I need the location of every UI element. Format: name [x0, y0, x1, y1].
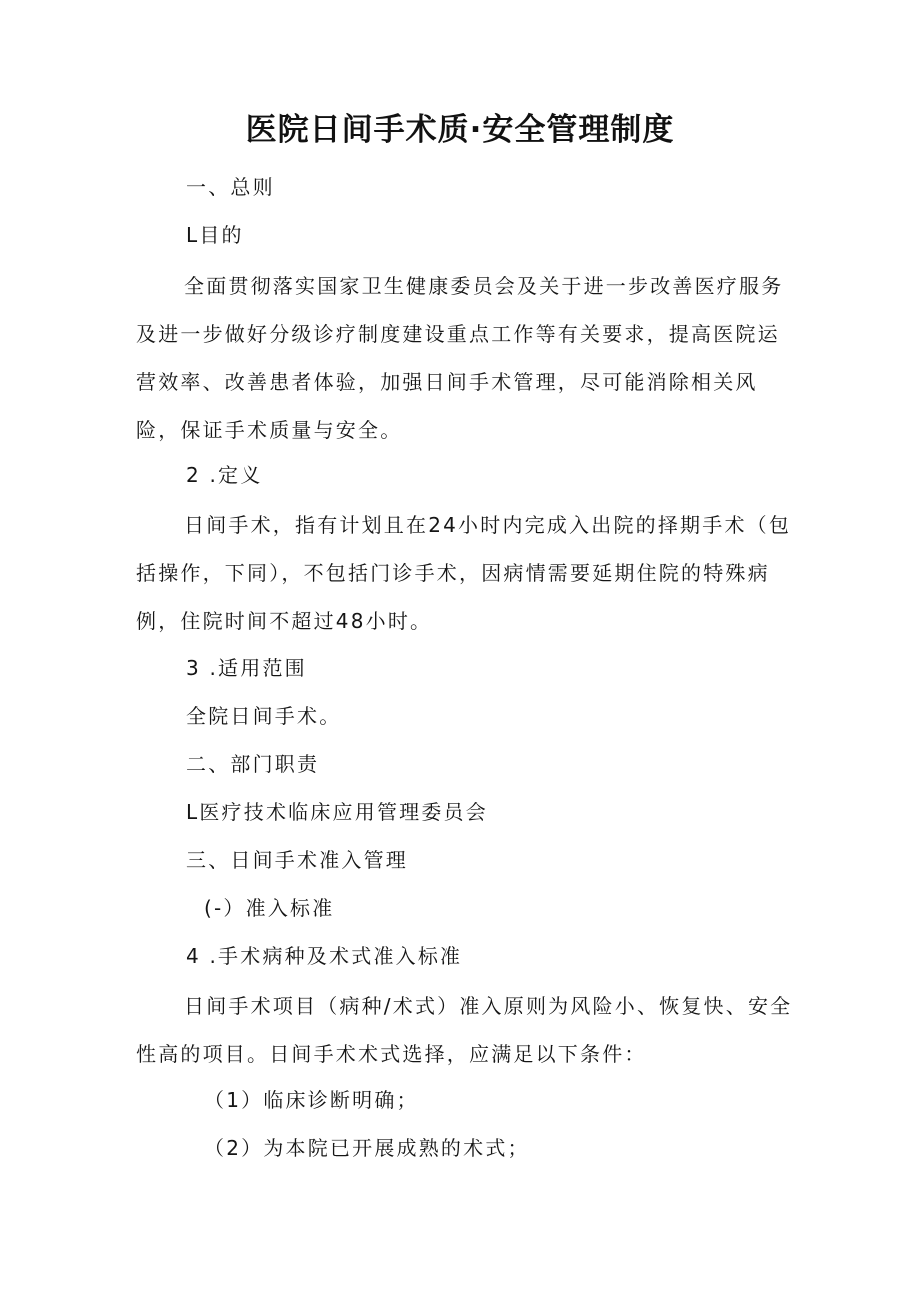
definition-paragraph: 日间手术，指有计划且在24小时内完成入出院的择期手术（包括操作，下同），不包括门诊手术，因病情需要延期住院的特殊病例，住院时间不超过48小时。 — [136, 513, 792, 633]
procedure-criteria-paragraph: 日间手术项目（病种/术式）准入原则为风险小、恢复快、安全性高的项目。日间手术术式选择，应满足以下条件： — [136, 994, 793, 1066]
section-heading-general: 一、总则 — [186, 175, 275, 199]
item-definition-heading: 2 .定义 — [186, 463, 263, 487]
committee-heading: L医疗技术临床应用管理委员会 — [186, 800, 488, 824]
section-heading-responsibilities: 二、部门职责 — [186, 752, 320, 776]
item-scope-heading: 3 .适用范围 — [186, 656, 307, 680]
purpose-paragraph: 全面贯彻落实国家卫生健康委员会及关于进一步改善医疗服务及进一步做好分级诊疗制度建设重点工作等有关要求，提高医院运营效率、改善患者体验，加强日间手术管理，尽可能消除相关风险，保证手术质量与安全。 — [136, 274, 784, 442]
item-procedure-criteria-heading: 4 .手术病种及术式准入标准 — [186, 944, 463, 968]
item-purpose-heading: L目的 — [186, 223, 244, 247]
condition-2: （2）为本院已开展成熟的术式； — [204, 1136, 530, 1160]
scope-text: 全院日间手术。 — [186, 704, 342, 728]
subsection-admission-criteria: (-）准入标准 — [204, 896, 335, 920]
condition-1: （1）临床诊断明确； — [204, 1088, 419, 1112]
section-heading-admission: 三、日间手术准入管理 — [186, 848, 408, 872]
document-title: 医院日间手术质·安全管理制度 — [245, 112, 675, 148]
